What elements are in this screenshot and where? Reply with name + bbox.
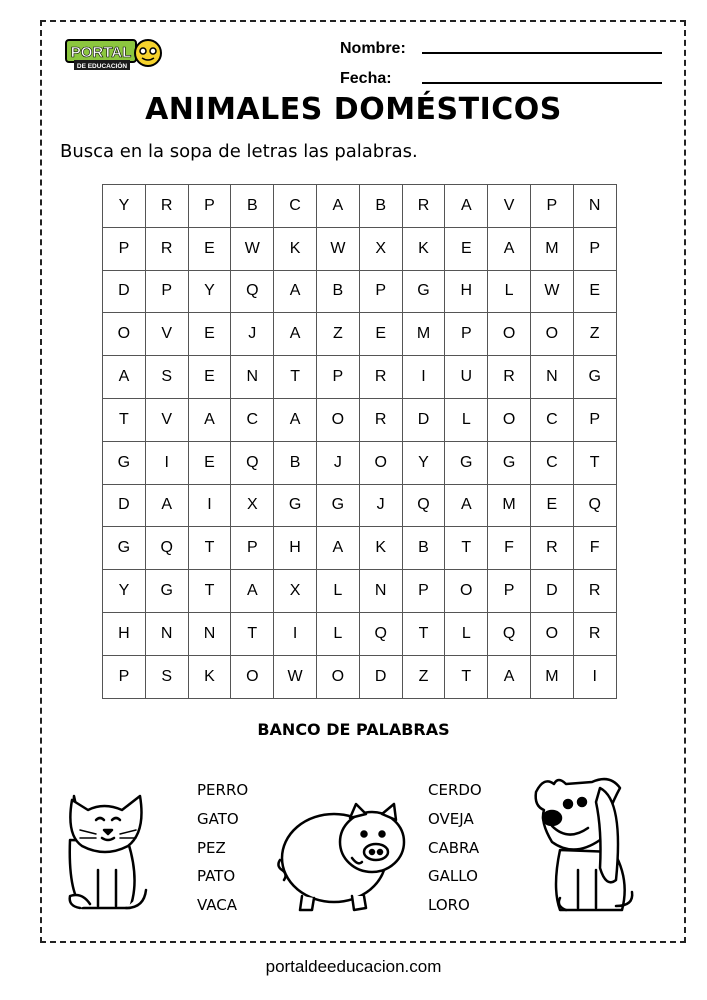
grid-cell[interactable]: O	[530, 612, 573, 655]
name-label: Nombre:	[340, 40, 406, 57]
grid-cell[interactable]: Q	[359, 612, 402, 655]
grid-cell[interactable]: I	[274, 612, 317, 655]
grid-cell[interactable]: P	[573, 398, 616, 441]
grid-cell[interactable]: P	[103, 655, 146, 698]
grid-cell[interactable]: J	[231, 313, 274, 356]
grid-cell[interactable]: H	[274, 527, 317, 570]
grid-cell[interactable]: W	[231, 227, 274, 270]
grid-cell[interactable]: M	[402, 313, 445, 356]
grid-cell[interactable]: Q	[231, 441, 274, 484]
grid-cell[interactable]: I	[188, 484, 231, 527]
grid-cell[interactable]: R	[359, 398, 402, 441]
grid-cell[interactable]: B	[231, 185, 274, 228]
grid-cell[interactable]: A	[103, 356, 146, 399]
word-bank-item: PATO	[197, 867, 236, 886]
grid-cell[interactable]: P	[573, 227, 616, 270]
grid-cell[interactable]: G	[145, 570, 188, 613]
grid-cell[interactable]: A	[316, 185, 359, 228]
word-bank-item: GALLO	[428, 867, 478, 886]
grid-cell[interactable]: F	[488, 527, 531, 570]
grid-cell[interactable]: X	[359, 227, 402, 270]
grid-cell[interactable]: E	[445, 227, 488, 270]
grid-cell[interactable]: O	[316, 398, 359, 441]
grid-cell[interactable]: J	[316, 441, 359, 484]
grid-cell[interactable]: N	[359, 570, 402, 613]
grid-cell[interactable]: L	[488, 270, 531, 313]
grid-row	[103, 398, 617, 441]
grid-row	[103, 356, 617, 399]
word-bank-item: CERDO	[428, 781, 482, 799]
grid-cell[interactable]: Q	[402, 484, 445, 527]
grid-cell[interactable]: T	[231, 612, 274, 655]
grid-cell[interactable]: Z	[402, 655, 445, 698]
grid-cell[interactable]: A	[274, 270, 317, 313]
logo-subtext: DE EDUCACIÓN	[76, 63, 128, 70]
grid-row	[103, 484, 617, 527]
grid-cell[interactable]: R	[359, 356, 402, 399]
grid-cell[interactable]: V	[145, 313, 188, 356]
pig-illustration	[272, 800, 412, 915]
grid-cell[interactable]: P	[145, 270, 188, 313]
grid-cell[interactable]: E	[573, 270, 616, 313]
grid-cell[interactable]: Y	[188, 270, 231, 313]
grid-cell[interactable]: N	[188, 612, 231, 655]
grid-cell[interactable]: E	[188, 356, 231, 399]
grid-cell[interactable]: F	[573, 527, 616, 570]
grid-cell[interactable]: P	[530, 185, 573, 228]
grid-cell[interactable]: D	[530, 570, 573, 613]
grid-cell[interactable]: P	[316, 356, 359, 399]
grid-cell[interactable]: C	[274, 185, 317, 228]
grid-row	[103, 313, 617, 356]
grid-cell[interactable]: D	[103, 484, 146, 527]
grid-cell[interactable]: Y	[402, 441, 445, 484]
grid-cell[interactable]: O	[445, 570, 488, 613]
grid-cell[interactable]: T	[573, 441, 616, 484]
grid-cell[interactable]: B	[274, 441, 317, 484]
grid-cell[interactable]: S	[145, 356, 188, 399]
grid-cell[interactable]: E	[188, 313, 231, 356]
grid-cell[interactable]: M	[530, 655, 573, 698]
grid-cell[interactable]: O	[488, 313, 531, 356]
grid-cell[interactable]: E	[530, 484, 573, 527]
grid-cell[interactable]: I	[145, 441, 188, 484]
grid-cell[interactable]: U	[445, 356, 488, 399]
grid-cell[interactable]: P	[188, 185, 231, 228]
grid-cell[interactable]: D	[359, 655, 402, 698]
grid-cell[interactable]: M	[488, 484, 531, 527]
grid-cell[interactable]: A	[274, 313, 317, 356]
grid-row	[103, 612, 617, 655]
grid-row	[103, 270, 617, 313]
grid-cell[interactable]: B	[316, 270, 359, 313]
grid-cell[interactable]: A	[445, 484, 488, 527]
grid-cell[interactable]: O	[103, 313, 146, 356]
grid-cell[interactable]: B	[359, 185, 402, 228]
grid-cell[interactable]: T	[402, 612, 445, 655]
grid-row	[103, 185, 617, 228]
grid-cell[interactable]: Q	[488, 612, 531, 655]
grid-cell[interactable]: K	[359, 527, 402, 570]
grid-cell[interactable]: L	[445, 612, 488, 655]
grid-row	[103, 441, 617, 484]
grid-cell[interactable]: K	[402, 227, 445, 270]
grid-cell[interactable]: G	[573, 356, 616, 399]
grid-cell[interactable]: C	[530, 441, 573, 484]
grid-cell[interactable]: Z	[573, 313, 616, 356]
cat-illustration	[60, 780, 150, 920]
grid-cell[interactable]: P	[231, 527, 274, 570]
grid-cell[interactable]: L	[445, 398, 488, 441]
instructions: Busca en la sopa de letras las palabras.	[60, 141, 418, 162]
grid-cell[interactable]: I	[573, 655, 616, 698]
grid-cell[interactable]: L	[316, 612, 359, 655]
grid-cell[interactable]: N	[573, 185, 616, 228]
grid-cell[interactable]: E	[359, 313, 402, 356]
word-bank-item: PERRO	[197, 781, 249, 799]
word-bank-item: PEZ	[197, 838, 226, 857]
grid-cell[interactable]: T	[274, 356, 317, 399]
logo-text: PORTAL	[70, 44, 132, 61]
grid-cell[interactable]: Q	[573, 484, 616, 527]
grid-cell[interactable]: X	[274, 570, 317, 613]
grid-cell[interactable]: E	[188, 441, 231, 484]
grid-cell[interactable]: P	[402, 570, 445, 613]
grid-cell[interactable]: K	[188, 655, 231, 698]
grid-cell[interactable]: E	[188, 227, 231, 270]
grid-cell[interactable]: G	[402, 270, 445, 313]
grid-cell[interactable]: H	[445, 270, 488, 313]
grid-cell[interactable]: A	[231, 570, 274, 613]
grid-cell[interactable]: T	[445, 655, 488, 698]
grid-cell[interactable]: X	[231, 484, 274, 527]
word-bank-right-column	[428, 776, 482, 920]
grid-cell[interactable]: C	[530, 398, 573, 441]
grid-cell[interactable]: P	[488, 570, 531, 613]
grid-cell[interactable]: R	[530, 527, 573, 570]
grid-cell[interactable]: V	[145, 398, 188, 441]
grid-cell[interactable]: G	[488, 441, 531, 484]
grid-cell[interactable]: G	[445, 441, 488, 484]
footer-url[interactable]: portaldeeducacion.com	[265, 957, 442, 976]
grid-cell[interactable]: P	[103, 227, 146, 270]
grid-cell[interactable]: A	[145, 484, 188, 527]
grid-cell[interactable]: N	[145, 612, 188, 655]
grid-cell[interactable]: D	[402, 398, 445, 441]
grid-cell[interactable]: G	[274, 484, 317, 527]
grid-cell[interactable]: O	[359, 441, 402, 484]
grid-cell[interactable]: L	[316, 570, 359, 613]
grid-cell[interactable]: H	[103, 612, 146, 655]
word-bank-item: LORO	[428, 896, 470, 915]
name-line[interactable]	[422, 52, 662, 54]
grid-cell[interactable]: O	[488, 398, 531, 441]
grid-cell[interactable]: A	[188, 398, 231, 441]
grid-cell[interactable]: T	[188, 527, 231, 570]
dog-illustration	[530, 770, 645, 920]
grid-cell[interactable]: V	[488, 185, 531, 228]
grid-cell[interactable]: W	[530, 270, 573, 313]
grid-cell[interactable]: R	[488, 356, 531, 399]
grid-row	[103, 655, 617, 698]
grid-cell[interactable]: G	[316, 484, 359, 527]
grid-cell[interactable]: W	[316, 227, 359, 270]
grid-row	[103, 527, 617, 570]
grid-cell[interactable]: A	[488, 655, 531, 698]
word-bank-left-column	[197, 776, 248, 920]
word-bank-item: CABRA	[428, 838, 480, 857]
grid-cell[interactable]: Z	[316, 313, 359, 356]
grid-row	[103, 227, 617, 270]
grid-cell[interactable]: N	[231, 356, 274, 399]
grid-cell[interactable]: W	[274, 655, 317, 698]
grid-cell[interactable]: Y	[103, 185, 146, 228]
grid-cell[interactable]: A	[316, 527, 359, 570]
portal-de-educacion-logo	[64, 38, 164, 72]
grid-cell[interactable]: J	[359, 484, 402, 527]
grid-cell[interactable]: R	[145, 185, 188, 228]
grid-cell[interactable]: A	[488, 227, 531, 270]
grid-cell[interactable]: P	[445, 313, 488, 356]
grid-cell[interactable]: P	[359, 270, 402, 313]
grid-cell[interactable]: G	[103, 441, 146, 484]
grid-cell[interactable]: S	[145, 655, 188, 698]
grid-cell[interactable]: R	[402, 185, 445, 228]
grid-cell[interactable]: K	[274, 227, 317, 270]
grid-cell[interactable]: B	[402, 527, 445, 570]
grid-cell[interactable]: Y	[103, 570, 146, 613]
grid-cell[interactable]: C	[231, 398, 274, 441]
grid-cell[interactable]: T	[103, 398, 146, 441]
grid-cell[interactable]: A	[274, 398, 317, 441]
grid-cell[interactable]: Q	[231, 270, 274, 313]
word-bank-item: VACA	[197, 896, 238, 915]
grid-cell[interactable]: N	[530, 356, 573, 399]
grid-row	[103, 570, 617, 613]
grid-cell[interactable]: R	[573, 570, 616, 613]
grid-cell[interactable]: O	[530, 313, 573, 356]
grid-cell[interactable]: I	[402, 356, 445, 399]
page-title: ANIMALES DOMÉSTICOS	[145, 92, 562, 127]
grid-cell[interactable]: Q	[145, 527, 188, 570]
grid-cell[interactable]: R	[573, 612, 616, 655]
grid-cell[interactable]: D	[103, 270, 146, 313]
grid-cell[interactable]: T	[445, 527, 488, 570]
word-bank-title: BANCO DE PALABRAS	[257, 720, 450, 739]
grid-cell[interactable]: O	[231, 655, 274, 698]
grid-cell[interactable]: M	[530, 227, 573, 270]
word-search-grid	[102, 184, 617, 699]
word-bank-item: OVEJA	[428, 809, 474, 828]
word-bank-item: GATO	[197, 809, 239, 828]
grid-cell[interactable]: T	[188, 570, 231, 613]
grid-cell[interactable]: A	[445, 185, 488, 228]
date-label: Fecha:	[340, 70, 392, 87]
grid-cell[interactable]: R	[145, 227, 188, 270]
grid-cell[interactable]: G	[103, 527, 146, 570]
grid-cell[interactable]: O	[316, 655, 359, 698]
date-line[interactable]	[422, 82, 662, 84]
